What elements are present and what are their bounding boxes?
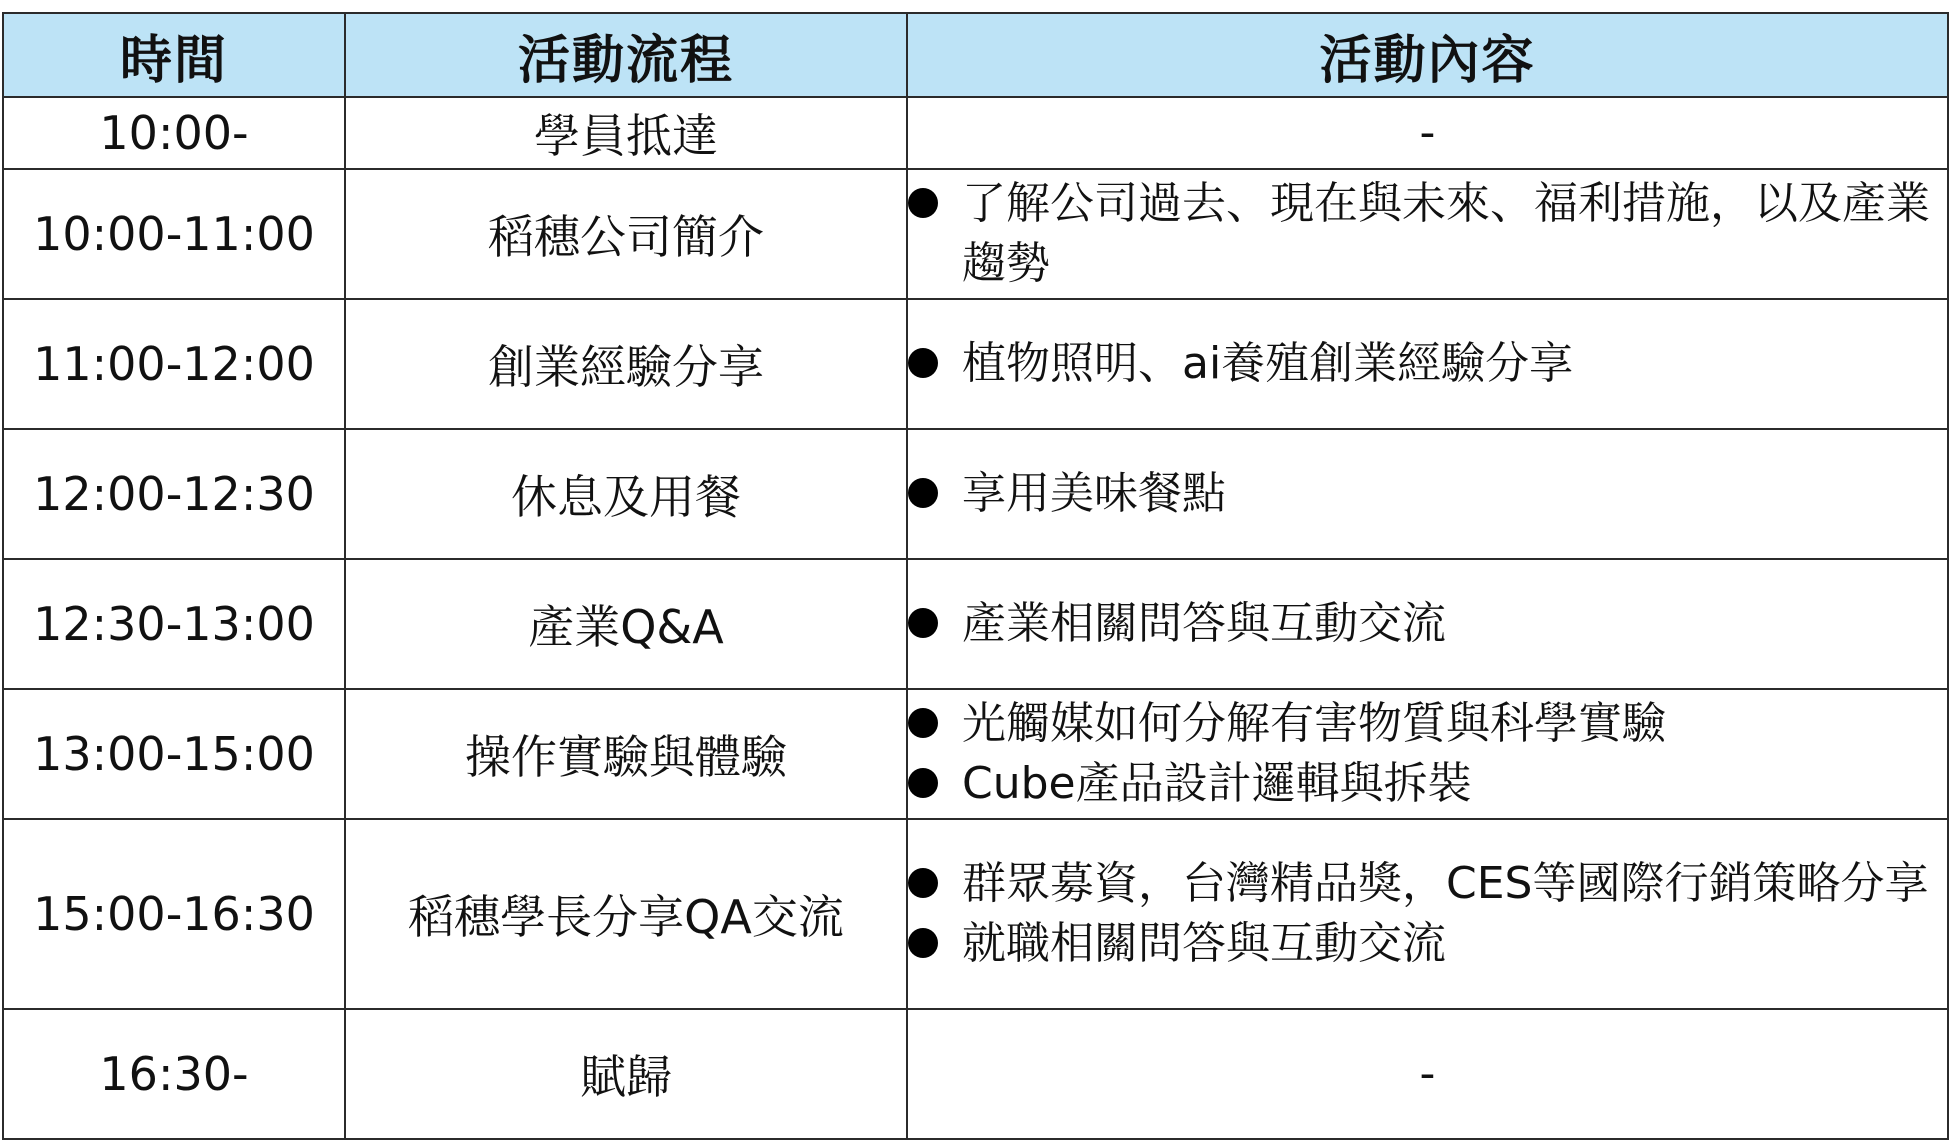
- bullet-list: [908, 464, 1947, 524]
- time-cell: 12:00-12:30: [3, 429, 345, 559]
- time-cell: 12:30-13:00: [3, 559, 345, 689]
- list-item: [908, 914, 1947, 974]
- list-item: [908, 754, 1947, 814]
- table-row: [3, 1009, 1948, 1139]
- bullet-dot-icon: [908, 608, 938, 638]
- time-cell: 15:00-16:30: [3, 819, 345, 1009]
- bullet-dot-icon: [908, 478, 938, 508]
- content-cell: [907, 429, 1948, 559]
- bullet-dot-icon: [908, 928, 938, 958]
- bullet-dot-icon: [908, 768, 938, 798]
- step-cell: 產業Q&A: [345, 559, 907, 689]
- content-cell: [907, 689, 1948, 819]
- list-item-text: Cube產品設計邏輯與拆裝: [962, 758, 1472, 809]
- bullet-dot-icon: [908, 708, 938, 738]
- table-row: [3, 299, 1948, 429]
- list-item-text: 植物照明、ai養殖創業經驗分享: [962, 338, 1574, 389]
- list-item: [908, 464, 1947, 524]
- table-row: [3, 689, 1948, 819]
- content-cell: [907, 299, 1948, 429]
- content-cell: [907, 559, 1948, 689]
- table-row: [3, 819, 1948, 1009]
- list-item: [908, 854, 1947, 914]
- header-row: [3, 13, 1948, 97]
- table-row: [3, 97, 1948, 169]
- time-cell: 11:00-12:00: [3, 299, 345, 429]
- bullet-list: [908, 594, 1947, 654]
- time-cell: 10:00-11:00: [3, 169, 345, 299]
- bullet-dot-icon: [908, 868, 938, 898]
- step-cell: 創業經驗分享: [345, 299, 907, 429]
- list-item-text: 群眾募資，台灣精品獎，CES等國際行銷策略分享: [962, 858, 1929, 909]
- step-cell: 賦歸: [345, 1009, 907, 1139]
- time-cell: 16:30-: [3, 1009, 345, 1139]
- step-cell: 學員抵達: [345, 97, 907, 169]
- table-row: [3, 169, 1948, 299]
- content-cell: -: [907, 1009, 1948, 1139]
- bullet-list: [908, 174, 1947, 294]
- step-cell: 休息及用餐: [345, 429, 907, 559]
- schedule-table: [2, 12, 1949, 1140]
- list-item: [908, 594, 1947, 654]
- bullet-list: [908, 334, 1947, 394]
- table-row: [3, 429, 1948, 559]
- list-item-text: 了解公司過去、現在與未來、福利措施，以及產業趨勢: [962, 178, 1930, 289]
- content-cell: [907, 169, 1948, 299]
- list-item-text: 享用美味餐點: [962, 468, 1226, 519]
- time-cell: 10:00-: [3, 97, 345, 169]
- list-item-text: 產業相關問答與互動交流: [962, 598, 1446, 649]
- step-cell: 操作實驗與體驗: [345, 689, 907, 819]
- content-cell: -: [907, 97, 1948, 169]
- list-item: [908, 174, 1947, 294]
- header-content: 活動內容: [907, 13, 1948, 97]
- step-cell: 稻穗學長分享QA交流: [345, 819, 907, 1009]
- list-item-text: 光觸媒如何分解有害物質與科學實驗: [962, 698, 1666, 749]
- list-item: [908, 334, 1947, 394]
- header-step: 活動流程: [345, 13, 907, 97]
- header-time: 時間: [3, 13, 345, 97]
- time-cell: 13:00-15:00: [3, 689, 345, 819]
- bullet-dot-icon: [908, 188, 938, 218]
- bullet-list: [908, 694, 1947, 814]
- step-cell: 稻穗公司簡介: [345, 169, 907, 299]
- list-item-text: 就職相關問答與互動交流: [962, 918, 1446, 969]
- table-row: [3, 559, 1948, 689]
- bullet-list: [908, 854, 1947, 974]
- content-cell: [907, 819, 1948, 1009]
- bullet-dot-icon: [908, 348, 938, 378]
- list-item: [908, 694, 1947, 754]
